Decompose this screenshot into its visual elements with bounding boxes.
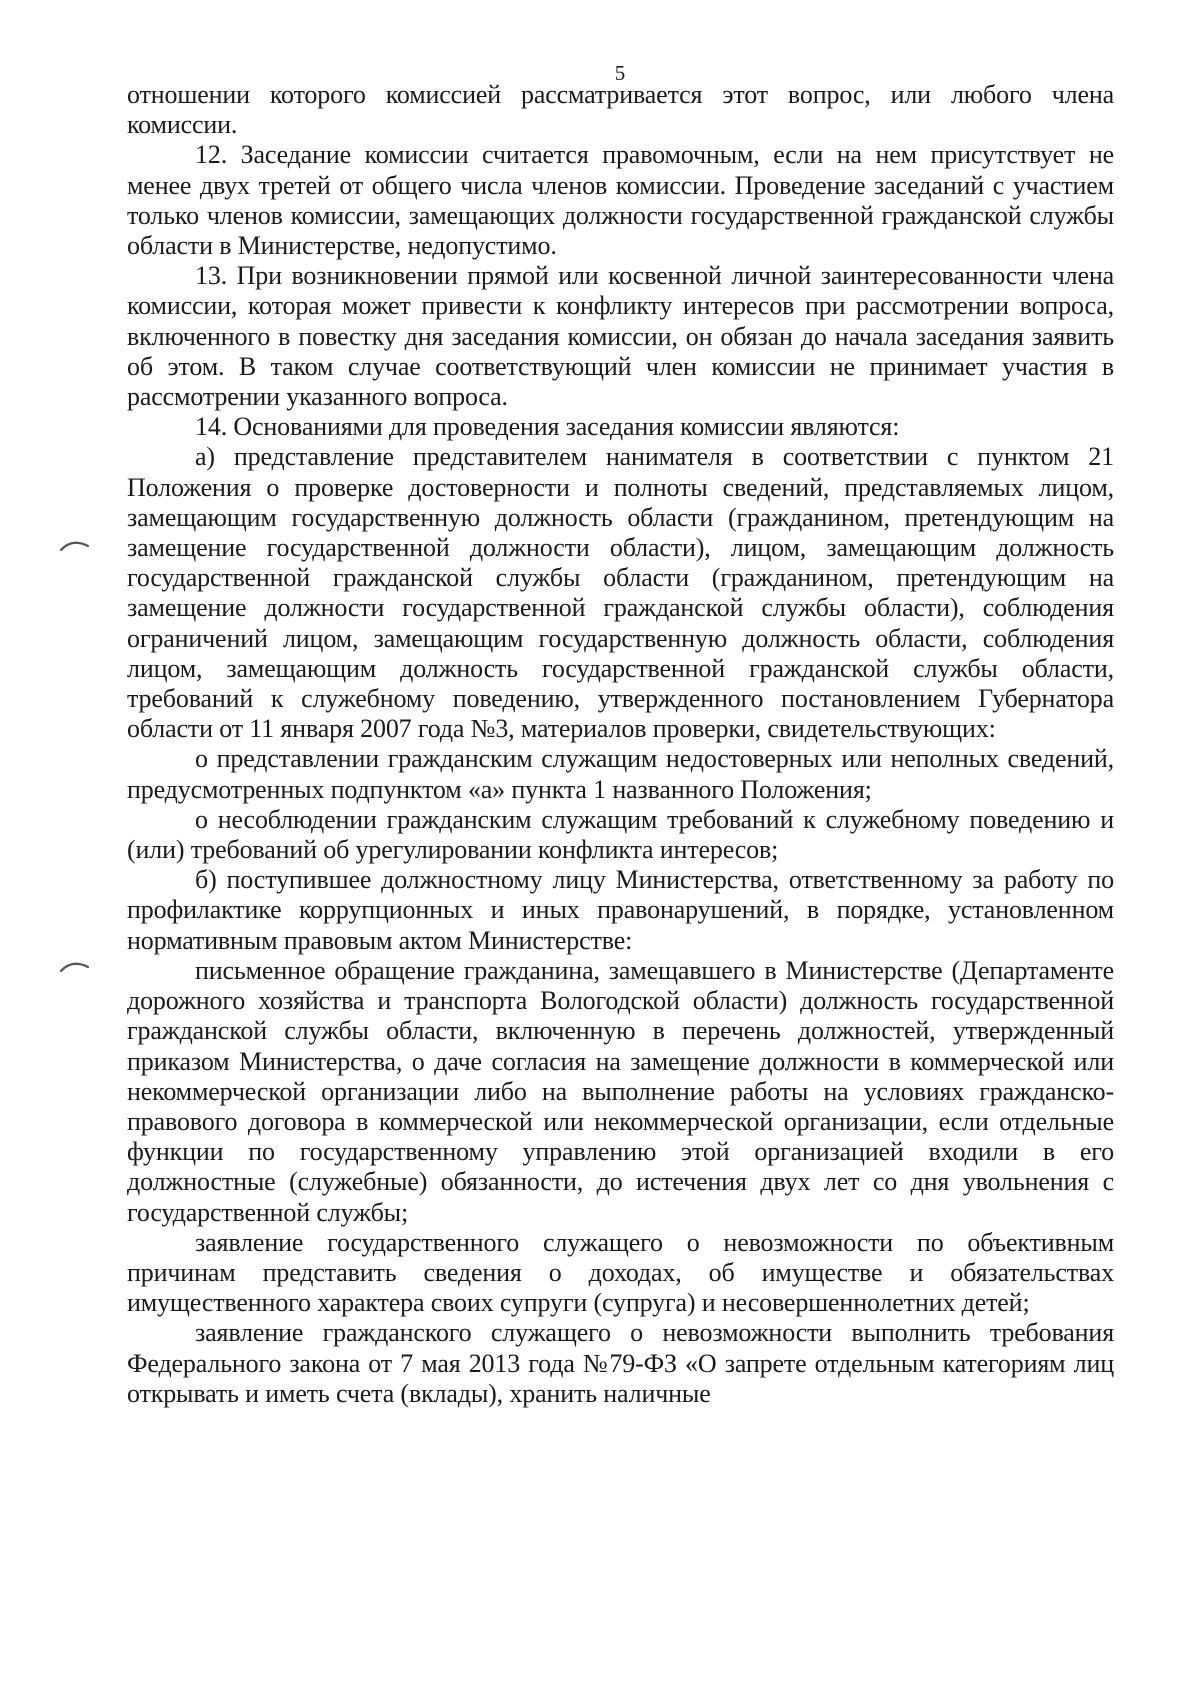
paragraph-evidence-2: о несоблюдении гражданским служащим требований к служебному поведению и (или) требований об урегулировании конфликта интересов; [127,804,1114,865]
paragraph-item-12: 12. Заседание комиссии считается правомочным, если на нем присутствует не менее двух третей от общего числа членов комиссии. Проведение заседаний с участием только членов комиссии, замещающих должности государственной гражданской службы области в Министерстве, недопустимо. [127,140,1114,261]
scan-mark-icon [58,957,92,975]
paragraph-written-appeal: письменное обращение гражданина, замещавшего в Министерстве (Департаменте дорожного хозяйства и транспорта Вологодской области) должность государственной гражданской службы области, включенную в перечень должностей, утвержденный приказом Министерства, о даче согласия на замещение должности в коммерческой или некоммерческой организации либо на выполнение работы на условиях гражданско-правового договора в коммерческой или некоммерческой организации, если отдельные функции по государственному управлению этой организацией входили в его должностные (служебные) обязанности, до истечения двух лет со дня увольнения с государственной службы; [127,955,1114,1227]
scan-mark-icon [58,536,92,554]
paragraph-evidence-1: о представлении гражданским служащим недостоверных или неполных сведений, предусмотренных подпунктом «а» пункта 1 названного Положения; [127,744,1114,804]
paragraph-subitem-b: б) поступившее должностному лицу Министерства, ответственному за работу по профилактике коррупционных и иных правонарушений, в порядке, установленном нормативным правовым актом Министерстве: [127,865,1114,955]
paragraph-statement-income: заявление государственного служащего о невозможности по объективным причинам представить сведения о доходах, об имуществе и обязательствах имущественного характера своих супруги (супруга) и несовершеннолетних детей; [127,1227,1114,1318]
page-number: 5 [614,61,626,85]
document-body [127,80,1114,1409]
paragraph-statement-law: заявление гражданского служащего о невозможности выполнить требования Федерального закона от 7 мая 2013 года №79-ФЗ «О запрете отдельным категориям лиц открывать и иметь счета (вклады), хранить наличные [127,1318,1114,1408]
paragraph-subitem-a: а) представление представителем нанимателя в соответствии с пунктом 21 Положения о проверке достоверности и полноты сведений, представляемых лицом, замещающим государственную должность области (гражданином, претендующим на замещение государственной должности области), лицом, замещающим должность государственной гражданской службы области (гражданином, претендующим на замещение должности государственной гражданской службы области), соблюдения ограничений лицом, замещающим государственную должность области, соблюдения лицом, замещающим должность государственной гражданской службы области, требований к служебному поведению, утвержденного постановлением Губернатора области от 11 января 2007 года №3, материалов проверки, свидетельствующих: [127,442,1114,744]
paragraph-item-14: 14. Основаниями для проведения заседания комиссии являются: [195,412,900,442]
paragraph-item-13: 13. При возникновении прямой или косвенной личной заинтересованности члена комиссии, которая может привести к конфликту интересов при рассмотрении вопроса, включенного в повестку дня заседания комиссии, он обязан до начала заседания заявить об этом. В таком случае соответствующий член комиссии не принимает участия в рассмотрении указанного вопроса. [127,261,1114,412]
paragraph-continuation: отношении которого комиссией рассматривается этот вопрос, или любого члена комиссии. [127,80,1114,140]
